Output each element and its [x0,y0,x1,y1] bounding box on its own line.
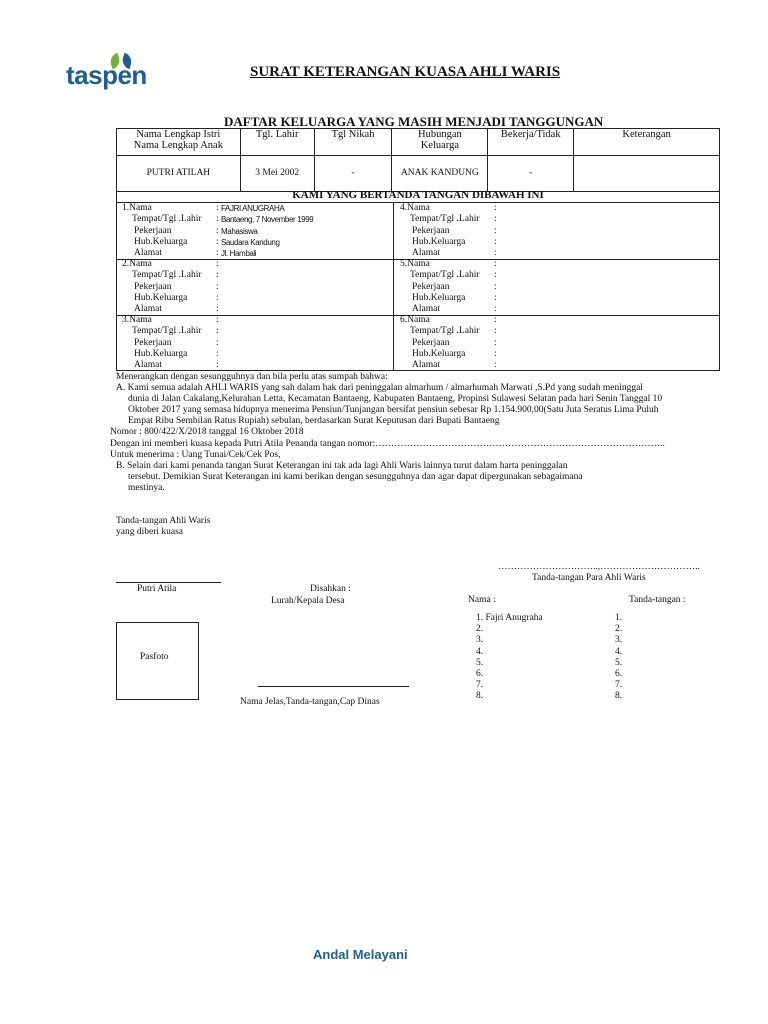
field-label: 4.Nama [400,203,430,213]
field-value: FAJRI ANUGRAHA [221,204,285,213]
heir-name-item: 8. [476,691,484,702]
heirs-signature-title: Tanda-tangan Para Ahli Waris [532,573,646,583]
field-colon: : [216,326,219,337]
table-cell: - [488,156,574,192]
heir-signature-item: 3. [615,635,623,646]
field-colon: : [494,326,497,337]
field-label: 1.Nama [122,203,152,213]
field-label: Alamat [412,360,440,371]
heir-signature-item: 8. [615,691,623,702]
statement-a-line: Empat Ribu Sembilan Ratus Rupiah) sebulan, berdasarkan Surat Keputusan dari Bupati Bantaeng [128,416,500,426]
field-label: Tempat/Tgl .Lahir [132,270,202,281]
table-cell: - [314,156,392,192]
left-signature-label: yang diberi kuasa [116,527,184,537]
heir-name-item: 4. [476,646,484,657]
left-signature-label: Tanda-tangan Ahli Waris [116,516,211,526]
heir-name-item: 1. Fajri Anugraha [476,613,543,623]
field-colon: : [494,259,497,269]
taspen-logo [66,54,166,94]
field-colon: : [216,281,219,292]
field-colon: : [216,214,219,225]
field-label: Tempat/Tgl .Lahir [410,270,480,281]
approval-label: Disahkan : [310,584,351,594]
field-colon: : [216,337,219,348]
signatory-heading: KAMI YANG BERTANDA TANGAN DIBAWAH INI [116,190,720,203]
field-label: Pekerjaan [412,225,450,236]
field-label: Tempat/Tgl .Lahir [132,214,202,225]
field-colon: : [494,225,497,236]
field-label: 2.Nama [122,259,152,269]
village-head-label: Lurah/Kepala Desa [271,596,345,606]
header-keterangan: Keterangan [574,129,720,156]
field-colon: : [494,337,497,348]
footer-tagline: Andal Melayani [313,947,408,962]
field-colon: : [216,292,219,303]
field-colon: : [216,315,219,325]
field-label: 5.Nama [400,259,430,269]
field-label: Tempat/Tgl .Lahir [132,326,202,337]
field-label: Alamat [134,248,162,259]
statement-b-line: B. Selain dari kami penanda tangan Surat Keterangan ini tak ada lagi Ahli Waris lainnya turut dalam harta peninggalan [116,461,568,471]
statement-a-line: dunia di Jalan Cakalang,Kelurahan Letta, Kecamatan Bantaeng, Kabupaten Bantaeng, Propinsi Sulawesi Selatan pada hari Senin Tanggal 10 [128,394,663,404]
power-of-attorney: Dengan ini memberi kuasa kepada Putri Atila Penanda tangan nomor:……………………………………………………………………………….. [110,439,665,449]
field-colon: : [494,315,497,325]
table-header-row [117,129,720,156]
field-label: Pekerjaan [412,281,450,292]
field-colon: : [216,236,219,247]
field-label: Alamat [134,304,162,315]
heir-signature-item: 1. [615,613,623,623]
field-colon: : [494,360,497,371]
table-cell [574,156,720,192]
official-stamp-label: Nama Jelas,Tanda-tangan,Cap Dinas [240,697,380,707]
grid-divider [393,203,394,370]
heir-signature-item: 5. [615,657,623,668]
field-label: Alamat [412,304,440,315]
table-cell: ANAK KANDUNG [392,156,488,192]
field-label: Pekerjaan [134,225,172,236]
field-colon: : [494,348,497,359]
heir-signature-label: Tanda-tangan : [629,595,686,605]
heir-name-item: 2. [476,624,484,635]
field-colon: : [494,248,497,259]
field-label: Hub.Keluarga [134,348,188,359]
field-label: Pekerjaan [134,337,172,348]
family-table-title: DAFTAR KELUARGA YANG MASIH MENJADI TANGGUNGAN [224,114,604,129]
header-tgl-lahir: Tgl. Lahir [240,129,314,156]
table-row [117,156,720,192]
field-colon: : [216,248,219,259]
field-colon: : [216,348,219,359]
signature-line [116,582,221,583]
heir-name-list [476,613,543,703]
header-tgl-nikah: Tgl Nikah [314,129,392,156]
field-value: Mahasiswa [221,226,258,236]
statement-b-line: tersebut. Demikian Surat Keterangan ini kami berikan dengan sesungguhnya dan agar dapat dipergunakan sebagaimana [128,472,583,482]
header-nama: Nama Lengkap Istri Nama Lengkap Anak [117,129,241,156]
statement-intro: Menerangkan dengan sesungguhnya dan bila perlu atas sumpah bahwa: [116,372,388,382]
field-colon: : [494,270,497,281]
field-colon: : [494,292,497,303]
field-colon: : [216,270,219,281]
statement-a-line: Oktober 2017 yang semasa hidupnya menerima Pensiun/Tunjangan bersifat pensiun sebesar Rp 1.154.900,00(Satu Juta Seratus Lima Puluh [128,405,659,415]
field-label: 6.Nama [400,315,430,325]
field-colon: : [494,304,497,315]
statement-a-line: A. Kami semua adalah AHLI WARIS yang sah dalam hak dari peninggalan almarhum / almarhumah Marwati ,S.Pd yang sudah meninggal [116,383,643,393]
table-cell: PUTRI ATILAH [117,156,241,192]
heir-name-item: 5. [476,657,484,668]
heir-name-item: 3. [476,635,484,646]
heir-signature-item: 7. [615,680,623,691]
field-colon: : [494,203,497,213]
field-colon: : [216,304,219,315]
heir-signature-item: 6. [615,669,623,680]
field-label: Hub.Keluarga [412,236,466,247]
field-colon: : [216,360,219,371]
table-cell: 3 Mei 2002 [240,156,314,192]
document-title: SURAT KETERANGAN KUASA AHLI WARIS [250,64,561,80]
heir-name-label: Nama : [468,595,496,605]
header-hubungan: Hubungan Keluarga [392,129,488,156]
heir-signature-item: 2. [615,624,623,635]
field-colon: : [216,203,219,213]
logo-text: taspen [66,60,147,90]
official-signature-line [258,686,409,687]
place-date-dots: …………………………..,………………………….. [498,562,700,572]
field-label: Pekerjaan [412,337,450,348]
payment-method: Untuk menerima : Uang Tunai/Cek/Cek Pos, [110,450,281,460]
field-label: Hub.Keluarga [412,292,466,303]
field-label: Hub.Keluarga [134,292,188,303]
field-label: Tempat/Tgl .Lahir [410,214,480,225]
field-colon: : [216,225,219,236]
field-value: Jl. Hambali [221,249,257,259]
family-table [116,128,720,192]
field-colon: : [494,236,497,247]
photo-box [116,622,199,700]
field-colon: : [216,259,219,269]
field-colon: : [494,214,497,225]
heir-name-item: 6. [476,669,484,680]
statement-b-line: mestinya. [128,483,165,493]
authorized-heir-name: Putri Atila [137,584,177,594]
field-label: Hub.Keluarga [134,236,188,247]
heir-signature-item: 4. [615,646,623,657]
field-label: Alamat [134,360,162,371]
heir-signature-list [615,613,622,703]
field-label: Alamat [412,248,440,259]
field-colon: : [494,281,497,292]
field-label: Tempat/Tgl .Lahir [410,326,480,337]
photo-label: Pasfoto [140,652,169,662]
field-label: 3.Nama [122,315,152,325]
heir-name-item: 7. [476,680,484,691]
field-label: Hub.Keluarga [412,348,466,359]
field-value: Bantaeng, 7 November 1999 [221,215,314,225]
decree-number: Nomor : 800/422/X/2018 tanggal 16 Oktober 2018 [110,427,304,437]
field-label: Pekerjaan [134,281,172,292]
field-value: Saudara Kandung [221,237,280,247]
header-bekerja: Bekerja/Tidak [488,129,574,156]
